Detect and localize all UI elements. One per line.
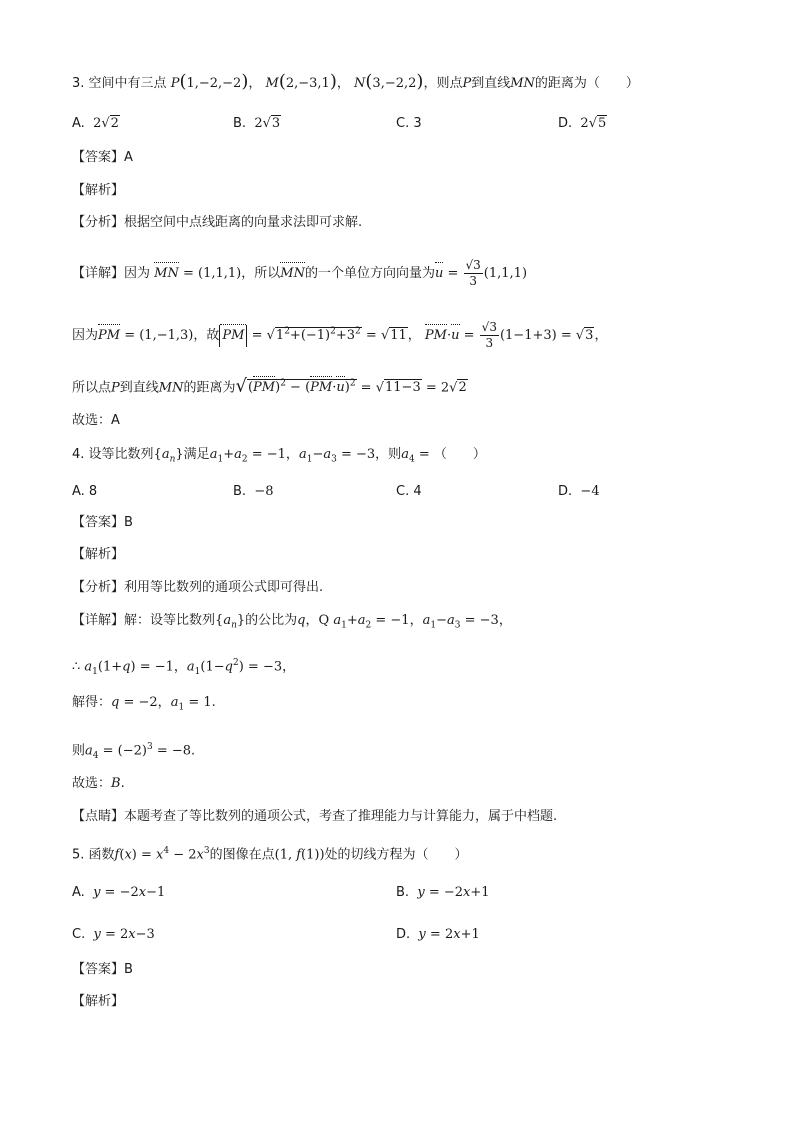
q3-detail-line-1: 【详解】因为 MN = (1,1,1)，所以MN的一个单位方向向量为u = $\frac{√3}{3}$ (1,1,1) [72, 258, 528, 288]
q5-answer [72, 959, 133, 981]
q4-detail-line-3: 解得：q = −2，$a_1 = 1$. [72, 695, 216, 713]
q5-option-d: D. y = 2x+1 [396, 927, 480, 942]
q4-detail-line-2: ∴ $a_1(1+q) = -1$，$a_1(1-q^2) = -3$， [72, 658, 296, 677]
q4-stem: 4. 设等比数列$\{a_n\}$满足$a_1+a_2 = -1$，$a_1-a_3 = -3$，则$a_4$ = （ ） [72, 447, 486, 465]
q3-stem-text: 3. 空间中有三点 [72, 76, 167, 91]
detail-text: 到直线 [119, 380, 159, 396]
option-label: A. 8 [72, 484, 98, 499]
q5-stem-text: 处的切线方程为（ ） [324, 847, 468, 863]
detail-text: 的距离为 [183, 380, 236, 396]
option-label: D. [558, 116, 573, 131]
q5-stem: 5. 函数$f(x) = x^4 - 2x^3$的图像在点(1, f(1))处的切线方程为（ ） [72, 846, 468, 863]
q5-option-c: C. y = 2x−3 [72, 927, 155, 942]
answer-value: B [124, 515, 133, 530]
q4-analysis-heading: 【解析】 [72, 547, 125, 562]
choice-text: 故选： [72, 776, 112, 791]
q4-option-c [396, 481, 422, 503]
option-label: C. 4 [396, 484, 422, 499]
q4-choice: 故选：B. [72, 776, 125, 791]
option-label: B. [233, 116, 247, 131]
q4-stem-text: 满足 [183, 447, 210, 462]
option-label: A. [72, 885, 85, 900]
detail-text: 因为 [72, 328, 99, 343]
q3-stem-text: ，则点 [423, 76, 463, 91]
q3-choice: 故选：A [72, 413, 120, 428]
answer-tag: 【答案】 [72, 150, 125, 165]
q3-detail-line-2: 因为PM = (1,−1,3)，故 PM = $√1^2+(-1)^2+3^2 = √11$， PM·u = $\frac{√3}{3}$ (1−1+3) = √3， [72, 320, 608, 350]
option-label: B. [233, 484, 247, 499]
option-label: D. [396, 927, 411, 942]
detail-text: ，所以 [241, 266, 281, 281]
dianjing-tag: 【点睛】 [72, 809, 125, 824]
q4-option-d: D. −4 [558, 484, 600, 499]
q3-stem-text: 的距离为（ ） [534, 76, 639, 91]
xiangjie-tag: 【详解】 [72, 266, 125, 281]
option-label: C. 3 [396, 116, 422, 131]
fenxi-text: 根据空间中点线距离的向量求法即可求解. [124, 215, 363, 230]
detail-text: 的公比为 [245, 613, 298, 628]
detail-text: 解得： [72, 695, 112, 710]
q3-stem-text: 到直线 [471, 76, 511, 91]
q5-analysis-heading: 【解析】 [72, 994, 125, 1009]
q3-option-c [396, 113, 422, 135]
detail-text: 解：设等比数列 [124, 613, 216, 628]
detail-text: 则 [72, 743, 86, 759]
detail-text: 因为 [124, 266, 151, 281]
dianjing-text: 本题考查了等比数列的通项公式，考查了推理能力与计算能力，属于中档题. [124, 809, 558, 824]
q4-detail-line-4: 则$a_4 = (-2)^3 = -8$. [72, 742, 196, 761]
q3-option-a: A. 2√2 [72, 116, 119, 131]
q3-option-d: D. 2√5 [558, 116, 607, 131]
answer-value: A [124, 150, 133, 165]
q5-stem-text: 的图像在点 [209, 847, 275, 863]
q3-stem: 3. 空间中有三点 P(1,−2,−2)， M(2,−3,1)， N(3,−2,2)，则点P到直线MN的距离为（ ） [72, 71, 639, 92]
answer-tag: 【答案】 [72, 515, 125, 530]
q4-stem-text: （ ） [433, 447, 486, 462]
fenxi-tag: 【分析】 [72, 215, 125, 230]
option-label: B. [396, 885, 410, 900]
detail-text: ，故 [193, 328, 220, 343]
xiangjie-tag: 【详解】 [72, 613, 125, 628]
q3-analysis-heading: 【解析】 [72, 183, 125, 198]
answer-value: B [124, 962, 133, 977]
q3-detail-line-3: 所以点P到直线MN的距离为$√(PM)^2 - (PM\cdot u)^2 = √11-3 = 2√2$ [72, 373, 468, 399]
detail-text: 的一个单位方向向量为 [304, 266, 435, 281]
q4-stem-text: 4. 设等比数列 [72, 447, 154, 462]
q4-option-b: B. −8 [233, 484, 274, 499]
q4-answer [72, 512, 133, 534]
q4-dianjing [72, 806, 557, 828]
q3-fenxi [72, 212, 362, 234]
fenxi-text: 利用等比数列的通项公式即可得出. [124, 580, 324, 595]
fenxi-tag: 【分析】 [72, 580, 125, 595]
q5-option-b: B. y = −2x+1 [396, 885, 490, 900]
option-label: C. [72, 927, 86, 942]
q4-fenxi [72, 577, 323, 599]
q5-stem-text: 5. 函数 [72, 847, 115, 863]
q4-detail-line-1: 【详解】解：设等比数列$\{a_n\}$的公比为q，Q $a_1+a_2 = -1$，$a_1-a_3 = -3$， [72, 613, 512, 631]
detail-text: 所以点 [72, 380, 112, 396]
option-label: A. [72, 116, 85, 131]
q3-answer [72, 147, 133, 169]
q3-option-b: B. 2√3 [233, 116, 281, 131]
q4-stem-text: ，则 [375, 447, 402, 462]
answer-tag: 【答案】 [72, 962, 125, 977]
q5-option-a: A. y = −2x−1 [72, 885, 166, 900]
q4-option-a [72, 481, 97, 503]
option-label: D. [558, 484, 573, 499]
